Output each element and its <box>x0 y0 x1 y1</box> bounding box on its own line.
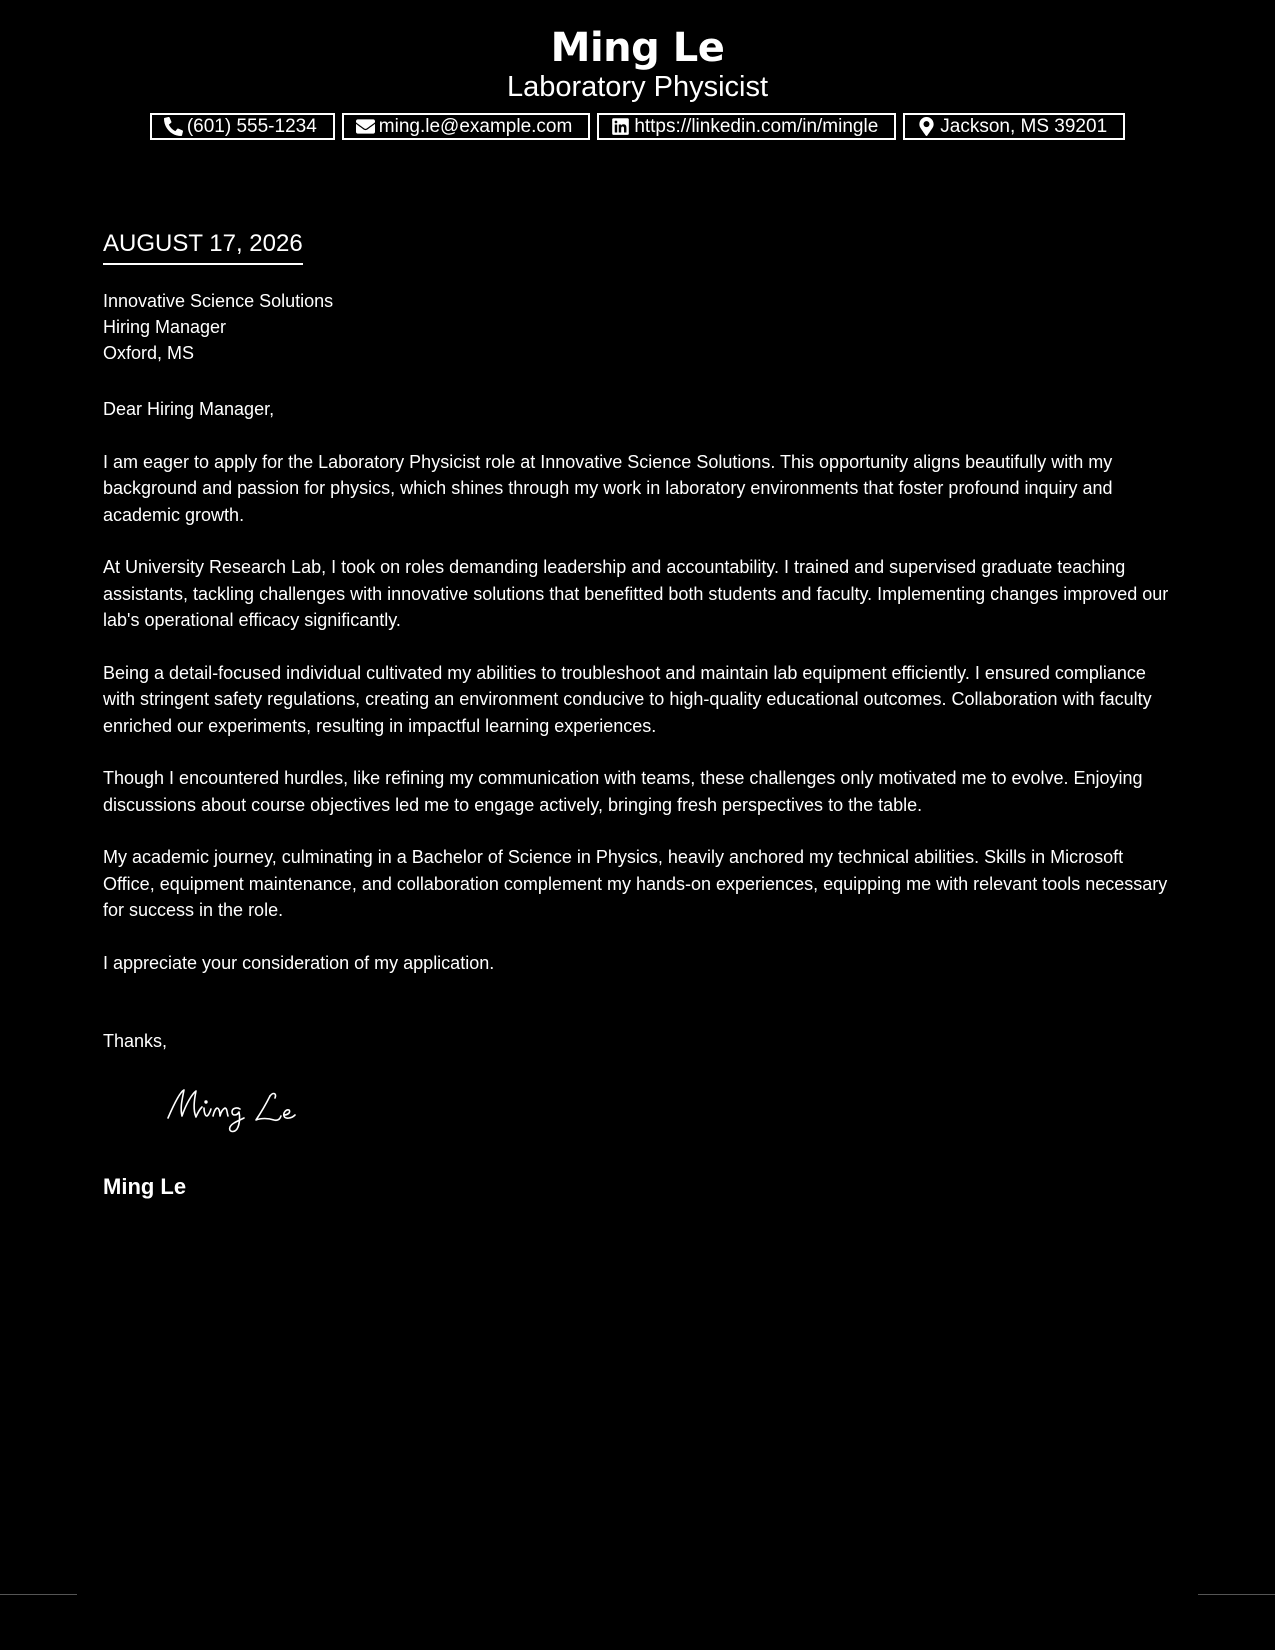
contact-location[interactable] <box>903 113 1125 140</box>
letter-header <box>0 22 1275 104</box>
handwritten-signature <box>160 1082 310 1134</box>
contact-email[interactable] <box>342 113 591 140</box>
signer-name: Ming Le <box>103 1174 187 1199</box>
contact-linkedin-text: https://linkedin.com/in/mingle <box>634 115 879 137</box>
body-paragraph: At University Research Lab, I took on roles demanding leadership and accountability. I trained and supervised graduate teaching assistants, tackling challenges with innovative solutions that benefitted both students and faculty. Implementing changes improved our lab's operational efficacy significantly. <box>103 557 1169 630</box>
recipient-location: Oxford, MS <box>103 343 195 363</box>
contact-linkedin[interactable] <box>597 113 896 140</box>
envelope-icon <box>356 117 375 136</box>
map-marker-icon <box>917 117 936 136</box>
recipient-block <box>103 288 1178 366</box>
linkedin-icon <box>611 117 630 136</box>
contact-phone[interactable] <box>150 113 335 140</box>
footer-divider-right <box>1198 1594 1275 1595</box>
body-paragraph: Though I encountered hurdles, like refining my communication with teams, these challenges only motivated me to evolve. Enjoying discussions about course objectives led me to engage actively, bringing fresh perspectives to the table. <box>103 768 1143 815</box>
recipient-role: Hiring Manager <box>103 317 227 337</box>
contact-location-text: Jackson, MS 39201 <box>940 115 1108 137</box>
contact-email-text: ming.le@example.com <box>378 115 573 137</box>
contact-bar <box>0 113 1275 140</box>
recipient-company: Innovative Science Solutions <box>103 291 334 311</box>
body-paragraph: My academic journey, culminating in a Bachelor of Science in Physics, heavily anchored my technical abilities. Skills in Microsoft Office, equipment maintenance, and collaboration complement my hands-on experiences, equipping me with relevant tools necessary for success in the role. <box>103 847 1168 920</box>
contact-phone-text: (601) 555-1234 <box>186 115 317 137</box>
letter-date: AUGUST 17, 2026 <box>103 229 303 265</box>
applicant-title: Laboratory Physicist <box>506 71 769 103</box>
letter-body <box>103 396 1178 1002</box>
footer-divider-left <box>0 1594 77 1595</box>
phone-icon <box>164 117 183 136</box>
salutation: Dear Hiring Manager, <box>103 399 275 419</box>
body-paragraph: Being a detail-focused individual cultivated my abilities to troubleshoot and maintain lab equipment efficiently. I ensured compliance with stringent safety regulations, creating an environment conducive to high-quality educational outcomes. Collaboration with faculty enriched our experiments, resulting in impactful learning experiences. <box>103 662 1152 736</box>
body-paragraph: I appreciate your consideration of my application. <box>103 952 495 973</box>
closing: Thanks, <box>103 1031 168 1051</box>
applicant-name: Ming Le <box>550 25 725 71</box>
body-paragraph: I am eager to apply for the Laboratory Physicist role at Innovative Science Solutions. This opportunity aligns beautifully with my background and passion for physics, which shines through my work in laboratory environments that foster profound inquiry and academic growth. <box>103 451 1113 525</box>
